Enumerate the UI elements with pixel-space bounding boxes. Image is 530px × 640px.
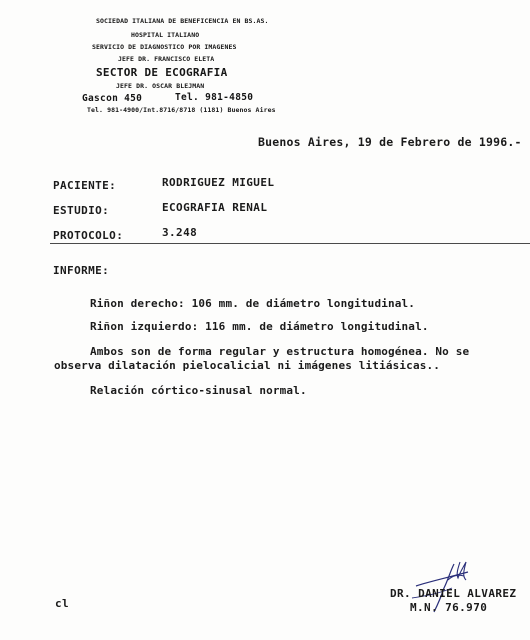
letterhead-phone: Tel. 981-4850 <box>175 92 254 103</box>
letterhead-chief: JEFE DR. FRANCISCO ELETA <box>118 55 215 63</box>
protocol-label: PROTOCOLO: <box>53 229 124 242</box>
report-paragraph-line2: observa dilatación pielocalicial ni imágenes litiásicas.. <box>54 359 441 372</box>
patient-label: PACIENTE: <box>53 179 117 192</box>
letterhead-hospital: HOSPITAL ITALIANO <box>131 31 200 39</box>
study-value: ECOGRAFIA RENAL <box>162 201 268 214</box>
letterhead-society: SOCIEDAD ITALIANA DE BENEFICENCIA EN BS.AS. <box>96 17 269 25</box>
letterhead-sector: SECTOR DE ECOGRAFIA <box>96 66 228 79</box>
typist-initials: cl <box>55 597 70 610</box>
doctor-name: DR. DANIEL ALVAREZ <box>390 587 517 600</box>
report-corticosinusal: Relación córtico-sinusal normal. <box>90 384 307 397</box>
letterhead-tel-line: Tel. 981-4900/Int.8716/8718 (1181) Buenos Aires <box>87 106 276 114</box>
letterhead-address: Gascon 450 <box>82 93 143 104</box>
patient-value: RODRIGUEZ MIGUEL <box>162 176 275 189</box>
report-left-kidney: Riñon izquierdo: 116 mm. de diámetro longitudinal. <box>90 320 429 333</box>
report-heading: INFORME: <box>53 264 110 277</box>
date-line: Buenos Aires, 19 de Febrero de 1996.- <box>258 135 522 149</box>
study-label: ESTUDIO: <box>53 204 110 217</box>
protocol-value: 3.248 <box>162 226 198 239</box>
report-right-kidney: Riñon derecho: 106 mm. de diámetro longitudinal. <box>90 297 416 310</box>
letterhead-service: SERVICIO DE DIAGNOSTICO POR IMAGENES <box>92 43 237 51</box>
report-paragraph-line1: Ambos son de forma regular y estructura homogénea. No se <box>90 345 470 358</box>
letterhead-sector-chief: JEFE DR. OSCAR BLEJMAN <box>116 82 205 90</box>
doctor-license: M.N. 76.970 <box>410 601 488 614</box>
separator-line <box>50 243 530 244</box>
